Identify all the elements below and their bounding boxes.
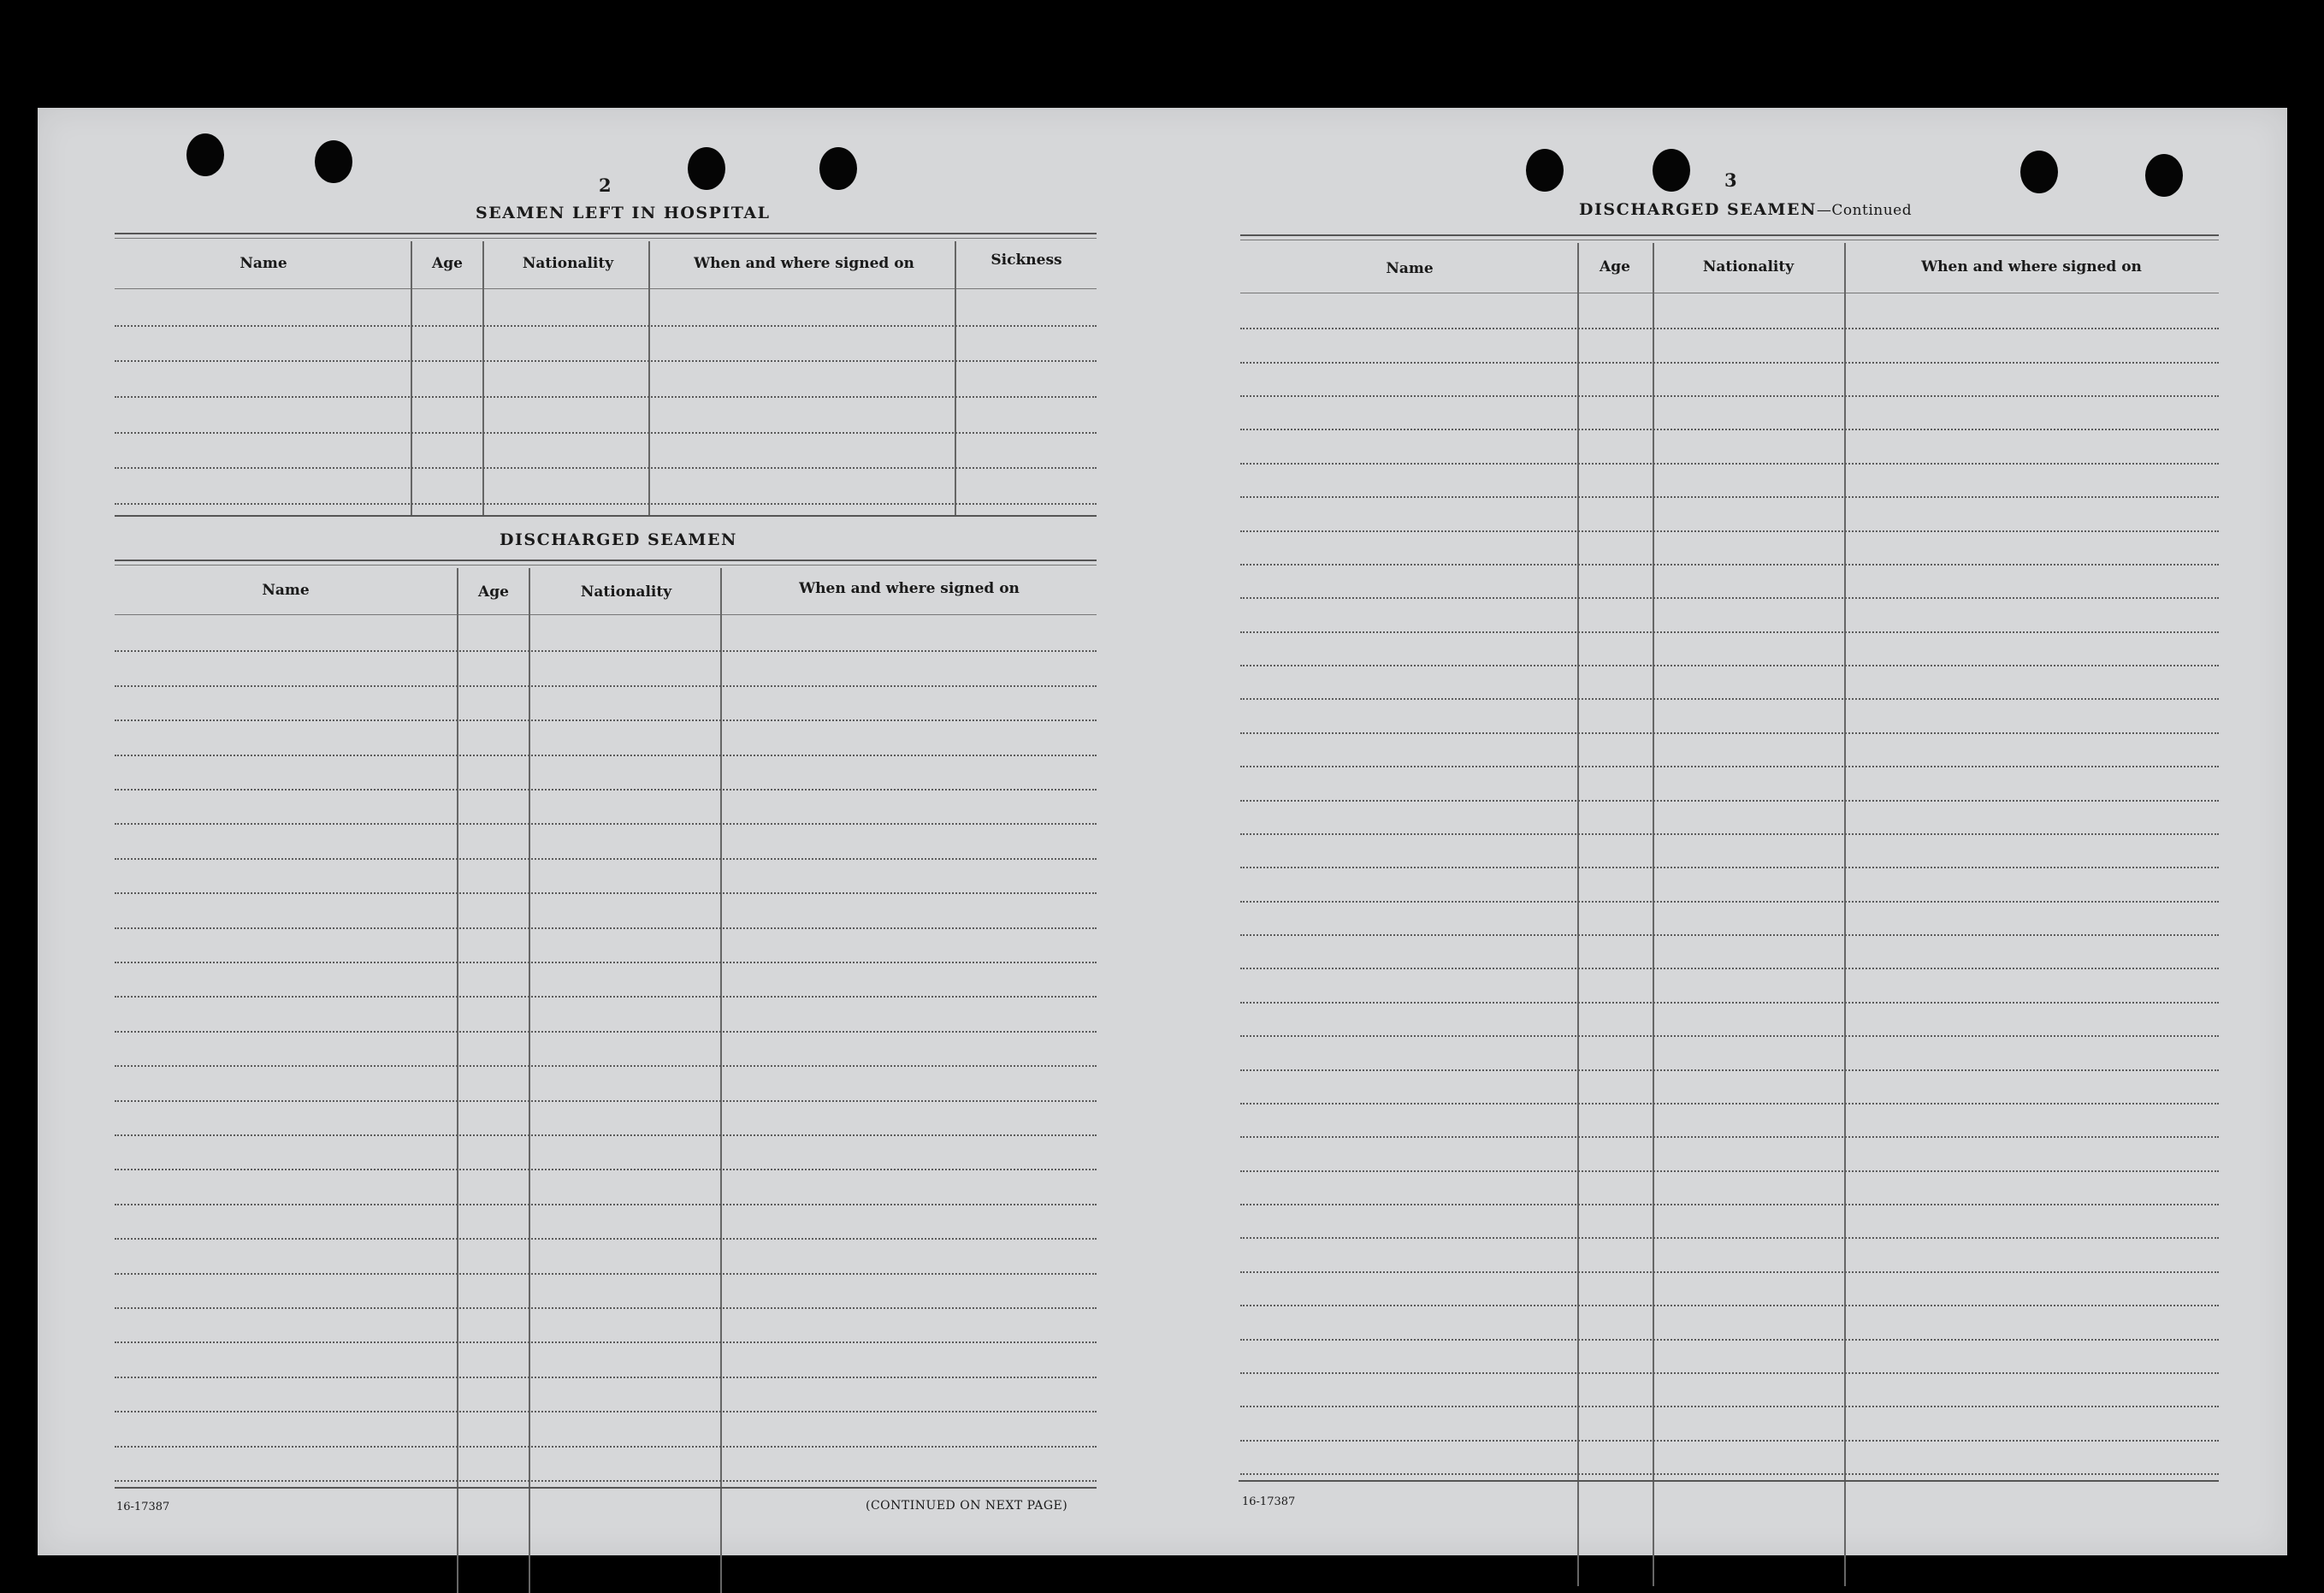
table-row (115, 720, 1097, 721)
table-row (115, 996, 1097, 998)
punch-hole (1526, 149, 1564, 192)
table-row (115, 685, 1097, 687)
table-row (1240, 800, 2219, 802)
table-row (1240, 732, 2219, 734)
table-row (115, 962, 1097, 963)
table-row (115, 1238, 1097, 1240)
table-row (115, 1341, 1097, 1343)
table-row (115, 1411, 1097, 1412)
table-row (1240, 1372, 2219, 1374)
table-row (1240, 665, 2219, 666)
table-row (1240, 1103, 2219, 1104)
hospital-header-age: Age (432, 255, 463, 272)
table-row (1240, 1339, 2219, 1341)
table-row (115, 1100, 1097, 1102)
continued-note: (CONTINUED ON NEXT PAGE) (866, 1499, 1068, 1513)
table-row (115, 823, 1097, 825)
table-row (115, 892, 1097, 894)
continued-section-title-suffix: —Continued (1816, 202, 1913, 219)
table-row (115, 1480, 1097, 1482)
right-header-age: Age (1600, 258, 1630, 275)
table-row (1240, 698, 2219, 700)
right-form-number: 16-17387 (1242, 1495, 1296, 1508)
table-row (1240, 1002, 2219, 1004)
table-row (115, 467, 1097, 469)
hospital-bottom-rule (115, 515, 1097, 517)
table-row (1240, 766, 2219, 767)
table-row (115, 650, 1097, 652)
table-row (1240, 395, 2219, 397)
ledger-sheet (38, 108, 2287, 1555)
table-row (1240, 1406, 2219, 1407)
table-row (115, 503, 1097, 505)
table-row (115, 1204, 1097, 1205)
table-row (1240, 1069, 2219, 1071)
hospital-section-title: SEAMEN LEFT IN HOSPITAL (476, 204, 771, 222)
table-row (1240, 968, 2219, 969)
table-row (1240, 496, 2219, 498)
discharged-header-name: Name (262, 582, 310, 599)
table-row (115, 1307, 1097, 1309)
hospital-header-nationality: Nationality (522, 255, 614, 272)
table-row (115, 789, 1097, 791)
right-page-number: 3 (1724, 169, 1737, 191)
table-row (1240, 833, 2219, 835)
hospital-header-signed-on: When and where signed on (694, 255, 914, 272)
punch-hole (186, 133, 224, 176)
discharged-header-nationality: Nationality (580, 583, 672, 601)
table-row (1240, 1440, 2219, 1442)
table-row (1240, 429, 2219, 430)
table-row (1240, 1204, 2219, 1205)
table-row (1240, 631, 2219, 633)
table-row (1240, 1035, 2219, 1037)
table-row (1240, 328, 2219, 329)
table-row (1240, 1473, 2219, 1475)
left-form-number: 16-17387 (116, 1501, 170, 1513)
table-row (115, 927, 1097, 929)
table-row (115, 1065, 1097, 1067)
discharged-section-title: DISCHARGED SEAMEN (500, 530, 737, 549)
table-row (1240, 362, 2219, 364)
right-header-name: Name (1386, 260, 1434, 277)
continued-section-title-main: DISCHARGED SEAMEN (1579, 200, 1817, 219)
table-row (1240, 867, 2219, 868)
table-row (1240, 597, 2219, 599)
punch-hole (2145, 154, 2183, 197)
punch-hole (2020, 151, 2058, 193)
hospital-header-sickness: Sickness (991, 252, 1062, 269)
continued-section-title (1579, 200, 1912, 219)
table-row (115, 858, 1097, 860)
table-row (1240, 1136, 2219, 1138)
table-row (1240, 463, 2219, 465)
table-row (1240, 1271, 2219, 1273)
table-row (115, 1169, 1097, 1170)
right-header-nationality: Nationality (1702, 258, 1795, 275)
table-row (1240, 934, 2219, 936)
discharged-header-age: Age (478, 583, 509, 601)
left-page-number: 2 (599, 175, 612, 196)
discharged-header-signed-on: When and where signed on (799, 580, 1020, 597)
punch-hole (1653, 149, 1690, 192)
table-row (115, 432, 1097, 434)
table-row (1240, 530, 2219, 532)
punch-hole (688, 147, 725, 190)
table-row (115, 396, 1097, 398)
table-row (115, 1134, 1097, 1136)
punch-hole (819, 147, 857, 190)
punch-hole (315, 140, 352, 183)
hospital-header-name: Name (239, 255, 287, 272)
table-row (1240, 901, 2219, 903)
table-row (115, 1377, 1097, 1378)
table-row (115, 755, 1097, 756)
table-row (115, 1031, 1097, 1033)
right-header-signed-on: When and where signed on (1921, 258, 2142, 275)
table-row (115, 1446, 1097, 1448)
table-row (115, 360, 1097, 362)
table-row (115, 325, 1097, 327)
table-row (1240, 1170, 2219, 1172)
table-row (1240, 1237, 2219, 1239)
hospital-top-rule (115, 233, 1097, 234)
table-row (1240, 1305, 2219, 1306)
table-row (1240, 564, 2219, 566)
table-row (115, 1273, 1097, 1275)
